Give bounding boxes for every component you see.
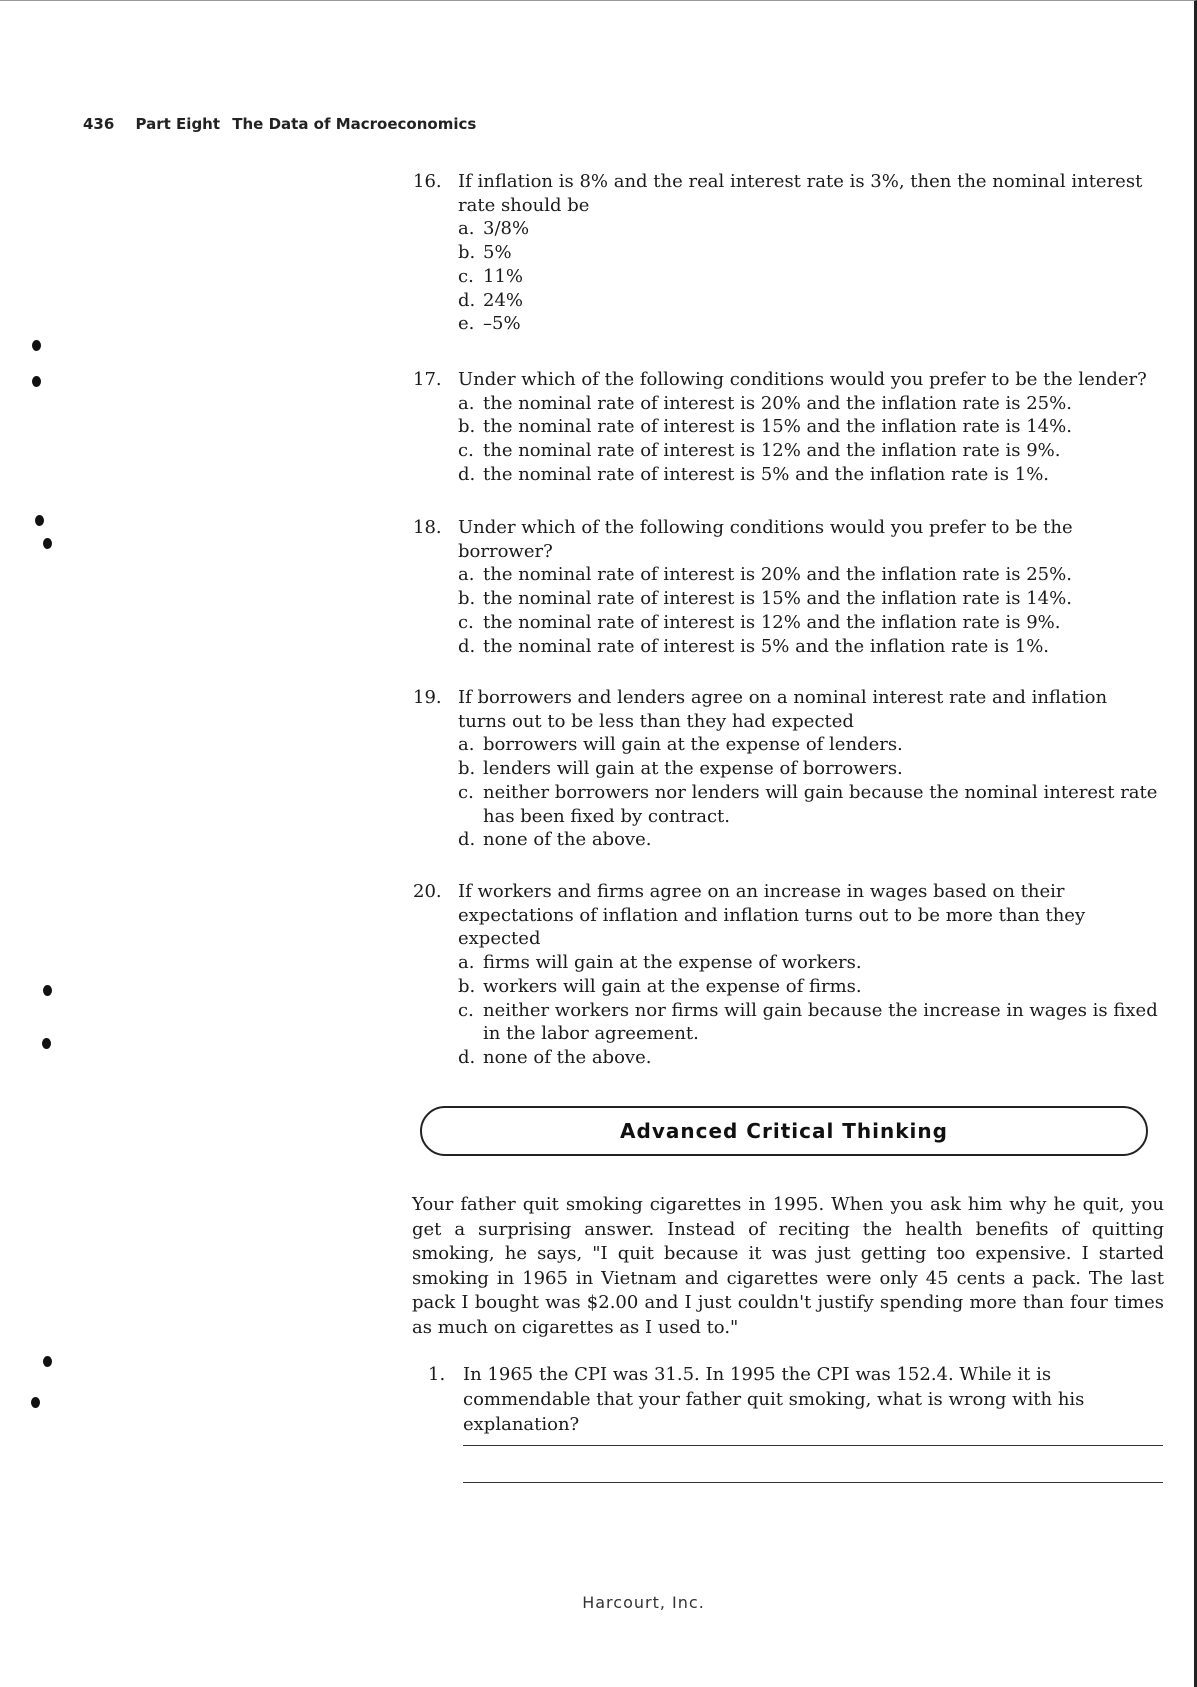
option-letter: d.	[458, 635, 476, 657]
option-c	[458, 265, 1158, 289]
question-number: 1.	[428, 1364, 446, 1385]
option-text: the nominal rate of interest is 20% and the inflation rate is 25%.	[483, 564, 1072, 586]
option-b	[458, 975, 1158, 999]
option-letter: d.	[458, 289, 476, 311]
question-number: 17.	[413, 369, 442, 390]
option-b	[458, 241, 1158, 265]
binder-hole	[43, 1356, 52, 1367]
section-banner	[420, 1106, 1148, 1156]
option-d	[458, 463, 1158, 487]
option-d	[458, 289, 1158, 313]
option-letter: d.	[458, 463, 476, 485]
option-text: none of the above.	[483, 1046, 652, 1068]
option-letter: b.	[458, 416, 476, 438]
option-a	[458, 951, 1158, 975]
binder-hole	[32, 340, 41, 351]
question-number: 19.	[413, 687, 442, 708]
publisher-footer: Harcourt, Inc.	[582, 1593, 705, 1612]
option-letter: a.	[458, 564, 475, 586]
option-text: firms will gain at the expense of workers.	[483, 952, 862, 974]
option-text: borrowers will gain at the expense of lenders.	[483, 734, 903, 756]
option-d	[458, 635, 1158, 659]
option-text: 24%	[483, 289, 524, 311]
option-letter: e.	[458, 313, 475, 335]
part-label: Part Eight	[135, 115, 221, 133]
question-17	[413, 368, 1158, 487]
option-a	[458, 733, 1158, 757]
question-18	[413, 516, 1158, 658]
option-letter: a.	[458, 952, 475, 974]
section-title: Advanced Critical Thinking	[620, 1119, 948, 1143]
option-text: the nominal rate of interest is 12% and the inflation rate is 9%.	[483, 440, 1061, 462]
binder-hole	[43, 985, 52, 996]
binder-hole	[31, 1397, 40, 1408]
binder-hole	[42, 1038, 51, 1049]
question-text: If workers and firms agree on an increase in wages based on their expectations of inflation and inflation turns out to be more than they expected	[458, 881, 1086, 950]
option-text: none of the above.	[483, 829, 652, 851]
option-text: neither workers nor firms will gain because the increase in wages is fixed in the labor agreement.	[483, 999, 1158, 1045]
answer-options	[458, 563, 1158, 658]
question-text: Under which of the following conditions would you prefer to be the borrower?	[458, 517, 1073, 562]
answer-line[interactable]	[463, 1445, 1163, 1446]
option-text: 5%	[483, 242, 512, 264]
option-letter: b.	[458, 242, 476, 264]
option-d	[458, 828, 1158, 852]
question-text: In 1965 the CPI was 31.5. In 1995 the CPI was 152.4. While it is commendable that your father quit smoking, what is wrong with his explanation?	[463, 1364, 1085, 1435]
question-number: 18.	[413, 517, 442, 538]
binder-hole	[35, 515, 44, 526]
scenario-paragraph: Your father quit smoking cigarettes in 1995. When you ask him why he quit, you get a surprising answer. Instead of reciting the health benefits of quitting smoking, he says, "I quit because it was just getting too expensive. I started smoking in 1965 in Vietnam and cigarettes were only 45 cents a pack. The last pack I bought was $2.00 and I just couldn't justify spending more than four times as much on cigarettes as I used to."	[412, 1194, 1164, 1338]
answer-options	[458, 733, 1158, 852]
option-text: the nominal rate of interest is 15% and the inflation rate is 14%.	[483, 416, 1072, 438]
answer-options	[458, 951, 1158, 1070]
option-text: neither borrowers nor lenders will gain because the nominal interest rate has been fixed by contract.	[483, 781, 1158, 827]
option-letter: d.	[458, 829, 476, 851]
question-20	[413, 880, 1158, 1070]
binder-hole	[32, 376, 41, 387]
question-19	[413, 686, 1158, 852]
option-c	[458, 999, 1158, 1046]
running-header	[83, 115, 476, 133]
option-e	[458, 312, 1158, 336]
option-text: workers will gain at the expense of firms.	[483, 975, 862, 997]
question-text: Under which of the following conditions would you prefer to be the lender?	[458, 369, 1147, 390]
option-letter: a.	[458, 392, 475, 414]
option-c	[458, 781, 1158, 828]
option-letter: c.	[458, 999, 474, 1021]
option-c	[458, 611, 1158, 635]
answer-options	[458, 392, 1158, 487]
answer-options	[458, 217, 1158, 336]
option-d	[458, 1046, 1158, 1070]
question-number: 20.	[413, 881, 442, 902]
option-text: the nominal rate of interest is 20% and the inflation rate is 25%.	[483, 392, 1072, 414]
option-b	[458, 415, 1158, 439]
option-text: 3/8%	[483, 218, 530, 240]
option-b	[458, 757, 1158, 781]
answer-line[interactable]	[463, 1482, 1163, 1483]
option-a	[458, 217, 1158, 241]
option-letter: b.	[458, 588, 476, 610]
option-text: the nominal rate of interest is 5% and the inflation rate is 1%.	[483, 635, 1050, 657]
question-16	[413, 170, 1158, 336]
option-letter: c.	[458, 611, 474, 633]
binder-hole	[43, 538, 52, 549]
option-letter: b.	[458, 975, 476, 997]
question-text: If inflation is 8% and the real interest rate is 3%, then the nominal interest rate should be	[458, 171, 1143, 216]
option-a	[458, 563, 1158, 587]
option-letter: a.	[458, 734, 475, 756]
critical-thinking-question	[428, 1362, 1163, 1437]
option-letter: d.	[458, 1046, 476, 1068]
option-text: lenders will gain at the expense of borrowers.	[483, 758, 903, 780]
option-text: –5%	[483, 313, 521, 335]
option-a	[458, 392, 1158, 416]
option-text: the nominal rate of interest is 12% and the inflation rate is 9%.	[483, 611, 1061, 633]
option-b	[458, 587, 1158, 611]
option-c	[458, 439, 1158, 463]
option-letter: a.	[458, 218, 475, 240]
question-number: 16.	[413, 171, 442, 192]
option-text: the nominal rate of interest is 15% and the inflation rate is 14%.	[483, 588, 1072, 610]
option-letter: b.	[458, 758, 476, 780]
question-text: If borrowers and lenders agree on a nominal interest rate and inflation turns out to be less than they had expected	[458, 687, 1108, 732]
page-number: 436	[83, 115, 115, 133]
option-letter: c.	[458, 781, 474, 803]
chapter-title: The Data of Macroeconomics	[232, 115, 477, 133]
option-text: the nominal rate of interest is 5% and the inflation rate is 1%.	[483, 463, 1050, 485]
option-letter: c.	[458, 265, 474, 287]
option-letter: c.	[458, 440, 474, 462]
option-text: 11%	[483, 265, 524, 287]
